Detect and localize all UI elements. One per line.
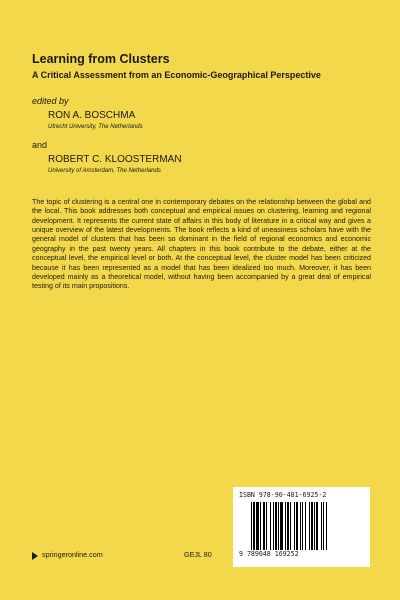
author-name: RON A. BOSCHMA (48, 110, 136, 121)
isbn-text: ISBN 978-90-481-6925-2 (239, 491, 327, 499)
edited-by-label: edited by (32, 96, 69, 106)
barcode-panel (233, 487, 370, 567)
publisher-website: springeronline.com (42, 550, 103, 559)
author-affiliation: University of Amsterdam, The Netherlands (48, 168, 161, 174)
barcode-digits: 9 789048 169252 (239, 550, 299, 558)
series-code: GEJL 80 (184, 550, 212, 559)
author-name: ROBERT C. KLOOSTERMAN (48, 154, 182, 165)
arrow-right-icon (32, 552, 38, 560)
book-description: The topic of clustering is a central one in contemporary debates on the relationship between the global and the local. This book addresses both conceptual and empirical issues on clustering, learning and regional development. It represents the current state of affairs in this body of literature in a critical way and gives a unique overview of the latest developments. The book reflects a kind of uneasiness scholars have with the general model of clusters that has been so dominant in the field of regional economics and economic geography in the past twenty years. All chapters in this book contribute to the debate, either at the conceptual level, the empirical level or both. At the conceptual level, the cluster model has been criticized because it has been represented as a model that has been idealized too much. Moreover, it has been developed mainly as a theoretical model, without having been accompanied by a great deal of empirical testing of its main propositions. (32, 198, 371, 291)
book-title: Learning from Clusters (32, 52, 170, 66)
book-subtitle: A Critical Assessment from an Economic-Geographical Perspective (32, 70, 321, 80)
author-affiliation: Utrecht University, The Netherlands (48, 124, 143, 130)
and-label: and (32, 140, 48, 150)
barcode-icon (251, 502, 355, 550)
